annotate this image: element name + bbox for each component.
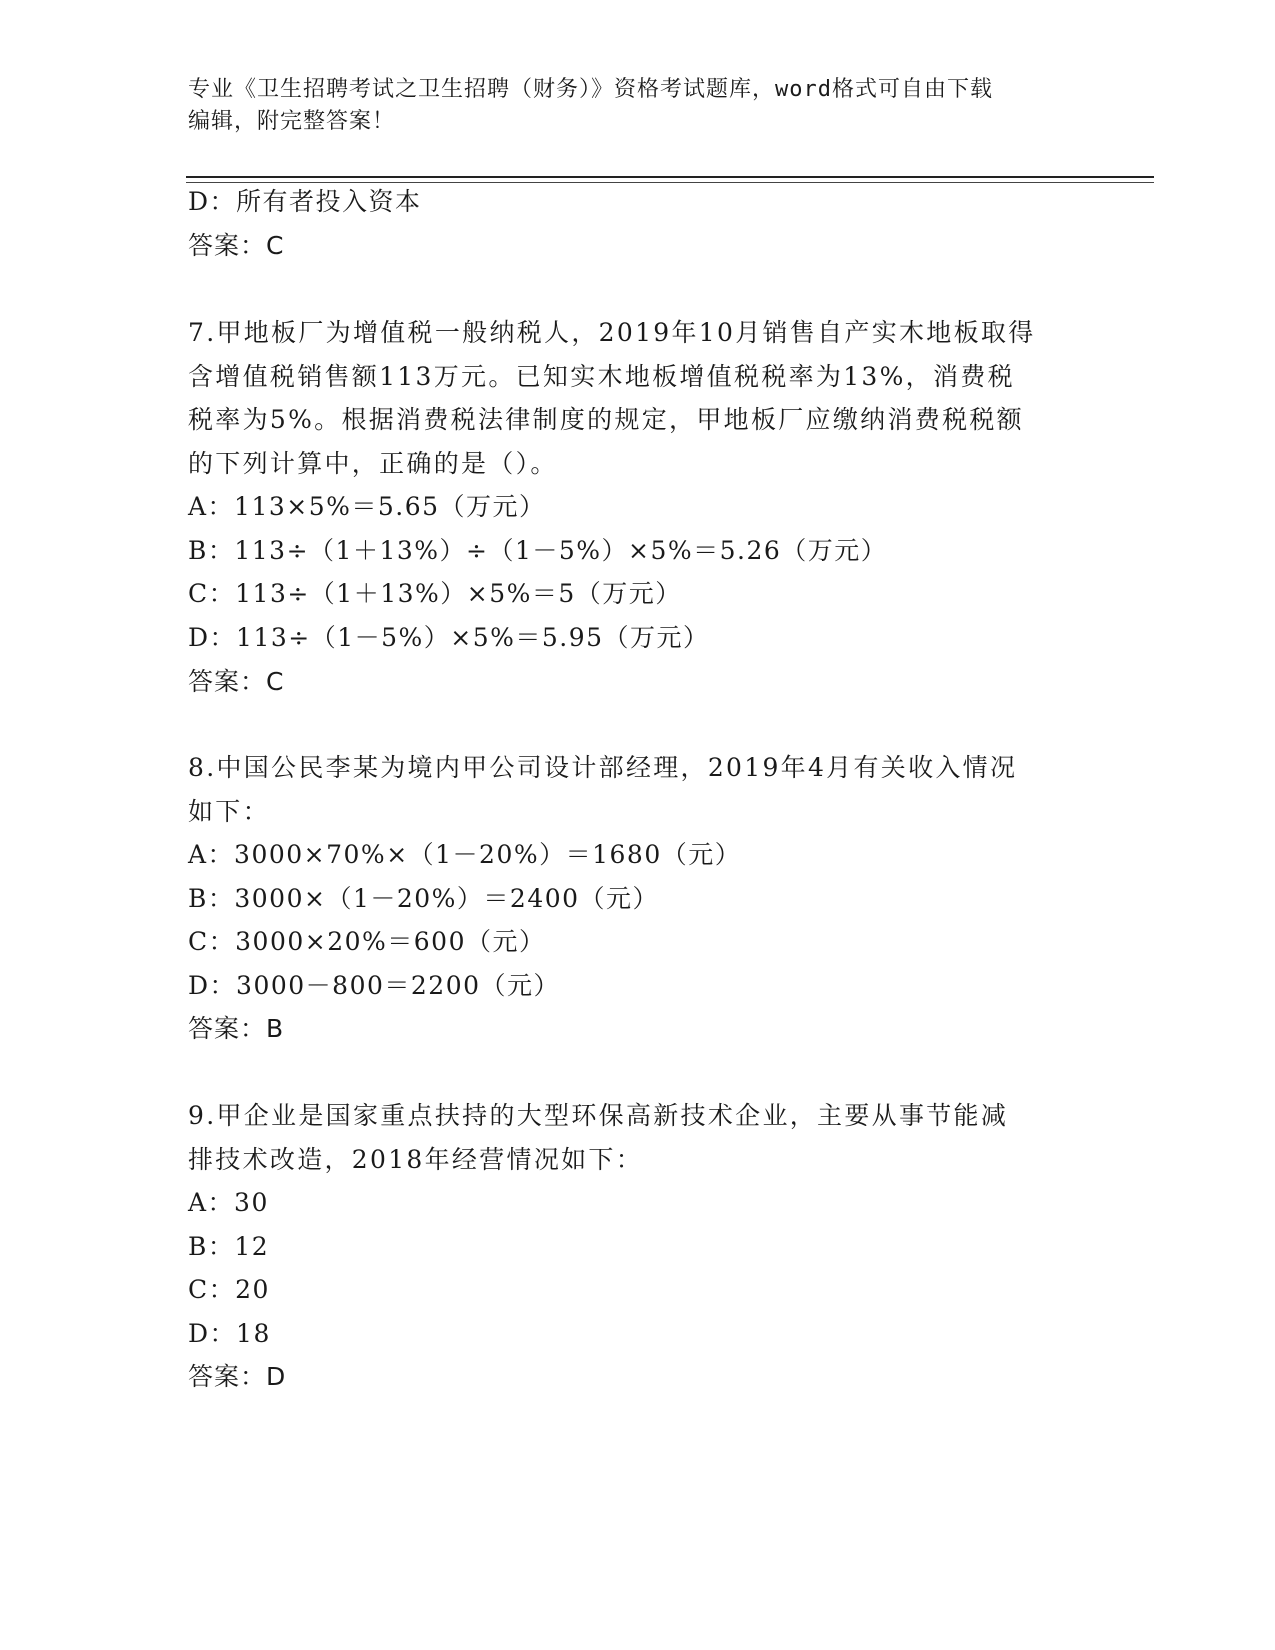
q7-option-b: B：113÷（1＋13%）÷（1－5%）×5%＝5.26（万元） <box>188 536 888 565</box>
prev-option-d: D：所有者投入资本 <box>188 187 422 216</box>
q9-option-c: C：20 <box>188 1275 270 1304</box>
q8-option-b: B：3000×（1－20%）＝2400（元） <box>188 884 660 913</box>
q8-option-a: A：3000×70%×（1－20%）＝1680（元） <box>188 840 742 869</box>
q8-stem-line-2: 如下： <box>188 797 270 826</box>
document-header <box>188 74 1088 138</box>
q9-stem-line-2: 排技术改造，2018年经营情况如下： <box>188 1145 644 1174</box>
header-line-1: 专业《卫生招聘考试之卫生招聘（财务）》资格考试题库，word格式可自由下载 <box>188 77 993 102</box>
q9-option-b: B：12 <box>188 1232 270 1261</box>
header-divider-thick <box>186 176 1154 178</box>
q8-answer: 答案：B <box>188 1014 285 1043</box>
q7-option-d: D：113÷（1－5%）×5%＝5.95（万元） <box>188 623 710 652</box>
q8-stem-line-1: 8.中国公民李某为境内甲公司设计部经理，2019年4月有关收入情况 <box>188 753 1018 782</box>
q7-stem-line-4: 的下列计算中，正确的是（）。 <box>188 449 558 478</box>
q7-stem-line-2: 含增值税销售额113万元。已知实木地板增值税税率为13%，消费税 <box>188 362 1015 391</box>
q9-option-d: D：18 <box>188 1319 271 1348</box>
q7-stem-line-1: 7.甲地板厂为增值税一般纳税人，2019年10月销售自产实木地板取得 <box>188 318 1036 347</box>
header-line-2: 编辑，附完整答案！ <box>188 109 396 134</box>
header-divider-thin <box>186 182 1154 183</box>
q9-answer: 答案：D <box>188 1362 287 1391</box>
q8-option-d: D：3000－800＝2200（元） <box>188 971 561 1000</box>
q9-option-a: A：30 <box>188 1188 269 1217</box>
q7-option-a: A：113×5%＝5.65（万元） <box>188 492 546 521</box>
q7-option-c: C：113÷（1＋13%）×5%＝5（万元） <box>188 579 682 608</box>
q7-answer: 答案：C <box>188 667 285 696</box>
q7-stem-line-3: 税率为5%。根据消费税法律制度的规定，甲地板厂应缴纳消费税税额 <box>188 405 1024 434</box>
prev-answer: 答案：C <box>188 231 285 260</box>
q8-option-c: C：3000×20%＝600（元） <box>188 927 546 956</box>
q9-stem-line-1: 9.甲企业是国家重点扶持的大型环保高新技术企业，主要从事节能减 <box>188 1101 1009 1130</box>
